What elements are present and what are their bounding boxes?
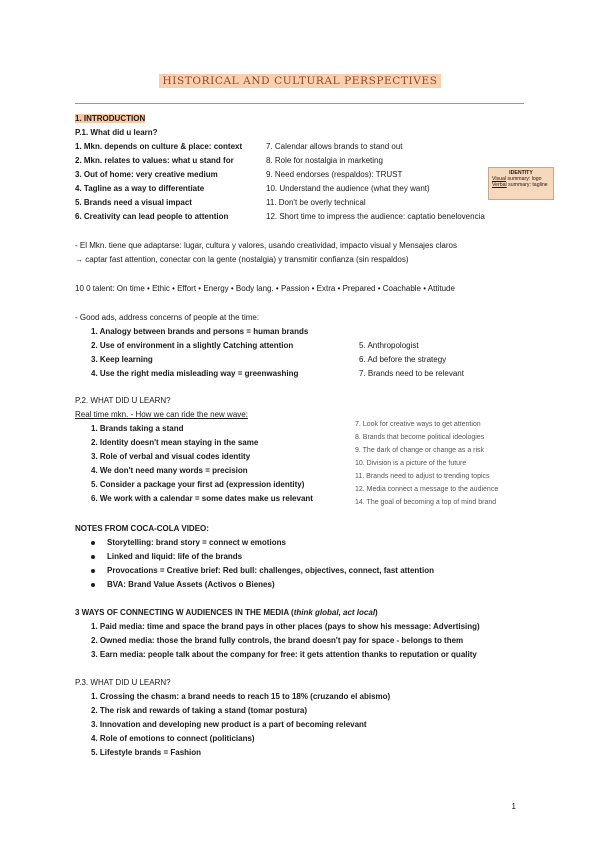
bullet-icon xyxy=(91,541,95,545)
p3-item: 3. Innovation and developing new product is a part of becoming relevant xyxy=(91,720,367,729)
intro-item-right: 8. Role for nostalgia in marketing xyxy=(266,156,383,165)
intro-item: 5. Brands need a visual impact xyxy=(75,198,192,207)
p2-item: 1. Brands taking a stand xyxy=(91,424,184,433)
p3-item: 4. Role of emotions to connect (politicians) xyxy=(91,734,255,743)
p3-heading: P.3. WHAT DID U LEARN? xyxy=(75,678,171,687)
p2-item: 5. Consider a package your first ad (expression identity) xyxy=(91,480,305,489)
identity-verbal-line xyxy=(492,182,550,188)
intro-item: 2. Mkn. relates to values: what u stand for xyxy=(75,156,234,165)
three-ways-heading-end: ) xyxy=(375,608,378,617)
section-intro-heading-text: 1. INTRODUCTION xyxy=(75,114,146,123)
identity-title: IDENTITY xyxy=(509,170,533,176)
p3-item: 1. Crossing the chasm: a brand needs to reach 15 to 18% (cruzando el abismo) xyxy=(91,692,391,701)
p1-subheading: P.1. What did u learn? xyxy=(75,128,158,137)
coca-bullet-text: Provocations = Creative brief: Red bull: challenges, objectives, connect, fast attention xyxy=(107,566,434,575)
page-number: 1 xyxy=(511,802,516,811)
intro-item-right: 10. Understand the audience (what they want) xyxy=(266,184,430,193)
p3-item: 5. Lifestyle brands = Fashion xyxy=(91,748,202,757)
coca-bullet xyxy=(91,565,434,576)
identity-visual-text: summary: logo xyxy=(506,176,542,183)
p2-item-right: 11. Brands need to adjust to trending topics xyxy=(355,473,490,480)
intro-item-right: 11. Don't be overly technical xyxy=(266,198,366,207)
ads-item-right: 7. Brands need to be relevant xyxy=(359,369,464,378)
three-ways-heading xyxy=(75,607,378,618)
p3-item: 2. The risk and rewards of taking a stand (tomar postura) xyxy=(91,706,308,715)
p2-item-right: 9. The dark of change or change as a risk xyxy=(355,447,485,454)
page-title xyxy=(0,76,600,87)
p2-item: 6. We work with a calendar = some dates make us relevant xyxy=(91,494,313,503)
p2-item-right: 12. Media connect a message to the audience xyxy=(355,486,499,493)
ads-item: 3. Keep learning xyxy=(91,355,153,364)
p2-item-right: 7. Look for creative ways to get attention xyxy=(355,421,481,428)
p2-item: 4. We don't need many words = precision xyxy=(91,466,248,475)
spanish-summary-line: → captar fast attention, conectar con la gente (nostalgia) y transmitir confianza (sin respaldos) xyxy=(75,255,409,264)
intro-item-right: 12. Short time to impress the audience: captatio benelovencia xyxy=(266,212,485,221)
section-intro-heading xyxy=(75,113,145,124)
coca-bullet-text: BVA: Brand Value Assets (Activos o Bienes) xyxy=(107,580,275,589)
p2-item: 2. Identity doesn't mean staying in the same xyxy=(91,438,259,447)
ways-item: 2. Owned media: those the brand fully controls, the brand doesn't pay for space - belongs to them xyxy=(91,636,464,645)
ads-item-right: 5. Anthropologist xyxy=(359,341,419,350)
three-ways-heading-text: 3 WAYS OF CONNECTING W AUDIENCES IN THE MEDIA ( xyxy=(75,608,294,617)
real-time-mkn-heading: Real time mkn. - How we can ride the new wave: xyxy=(75,410,248,419)
bullet-icon xyxy=(91,555,95,559)
coca-bullet xyxy=(91,537,286,548)
p2-item-right: 8. Brands that become political ideologies xyxy=(355,434,485,441)
coca-bullet-text: Linked and liquid: life of the brands xyxy=(107,552,243,561)
bullet-icon xyxy=(91,569,95,573)
intro-item: 6. Creativity can lead people to attention xyxy=(75,212,229,221)
talent-line: 10 0 talent: On time • Ethic • Effort • Energy • Body lang. • Passion • Extra • Prepared • Coachable • Attitude xyxy=(75,284,455,293)
p2-item-right: 10. Division is a picture of the future xyxy=(355,460,467,467)
intro-item-right: 7. Calendar allows brands to stand out xyxy=(266,142,403,151)
coca-bullet-text: Storytelling: brand story = connect w emotions xyxy=(107,538,286,547)
identity-note-box xyxy=(488,167,554,200)
coca-cola-heading: NOTES FROM COCA-COLA VIDEO: xyxy=(75,524,209,533)
ways-item: 1. Paid media: time and space the brand pays in other places (pays to show his message: Advertising) xyxy=(91,622,480,631)
spanish-summary-line: - El Mkn. tiene que adaptarse: lugar, cultura y valores, usando creatividad, impacto visual y Mensajes claros xyxy=(75,241,457,250)
identity-verbal-label: Verbal xyxy=(492,182,507,189)
bullet-icon xyxy=(91,583,95,587)
intro-item-right: 9. Need endorses (respaldos): TRUST xyxy=(266,170,403,179)
ways-item: 3. Earn media: people talk about the company for free: it gets attention thanks to reputation or quality xyxy=(91,650,477,659)
ads-item: 4. Use the right media misleading way = greenwashing xyxy=(91,369,299,378)
intro-item: 3. Out of home: very creative medium xyxy=(75,170,218,179)
p2-item: 3. Role of verbal and visual codes identity xyxy=(91,452,251,461)
p2-item-right: 14. The goal of becoming a top of mind brand xyxy=(355,499,497,506)
coca-bullet xyxy=(91,551,242,562)
intro-item: 4. Tagline as a way to differentiate xyxy=(75,184,205,193)
p2-heading: P.2. WHAT DID U LEARN? xyxy=(75,396,171,405)
intro-item: 1. Mkn. depends on culture & place: context xyxy=(75,142,243,151)
ads-item: 2. Use of environment in a slightly Catching attention xyxy=(91,341,294,350)
good-ads-intro: - Good ads, address concerns of people at the time: xyxy=(75,313,260,322)
identity-verbal-text: summary: tagline xyxy=(506,182,548,189)
title-divider xyxy=(75,103,524,104)
page-title-text: HISTORICAL AND CULTURAL PERSPECTIVES xyxy=(159,74,440,88)
identity-visual-label: Visual xyxy=(492,176,507,183)
coca-bullet xyxy=(91,579,275,590)
three-ways-heading-italic: think global, act local xyxy=(293,608,376,617)
ads-item-right: 6. Ad before the strategy xyxy=(359,355,447,364)
ads-item: 1. Analogy between brands and persons = human brands xyxy=(91,327,309,336)
